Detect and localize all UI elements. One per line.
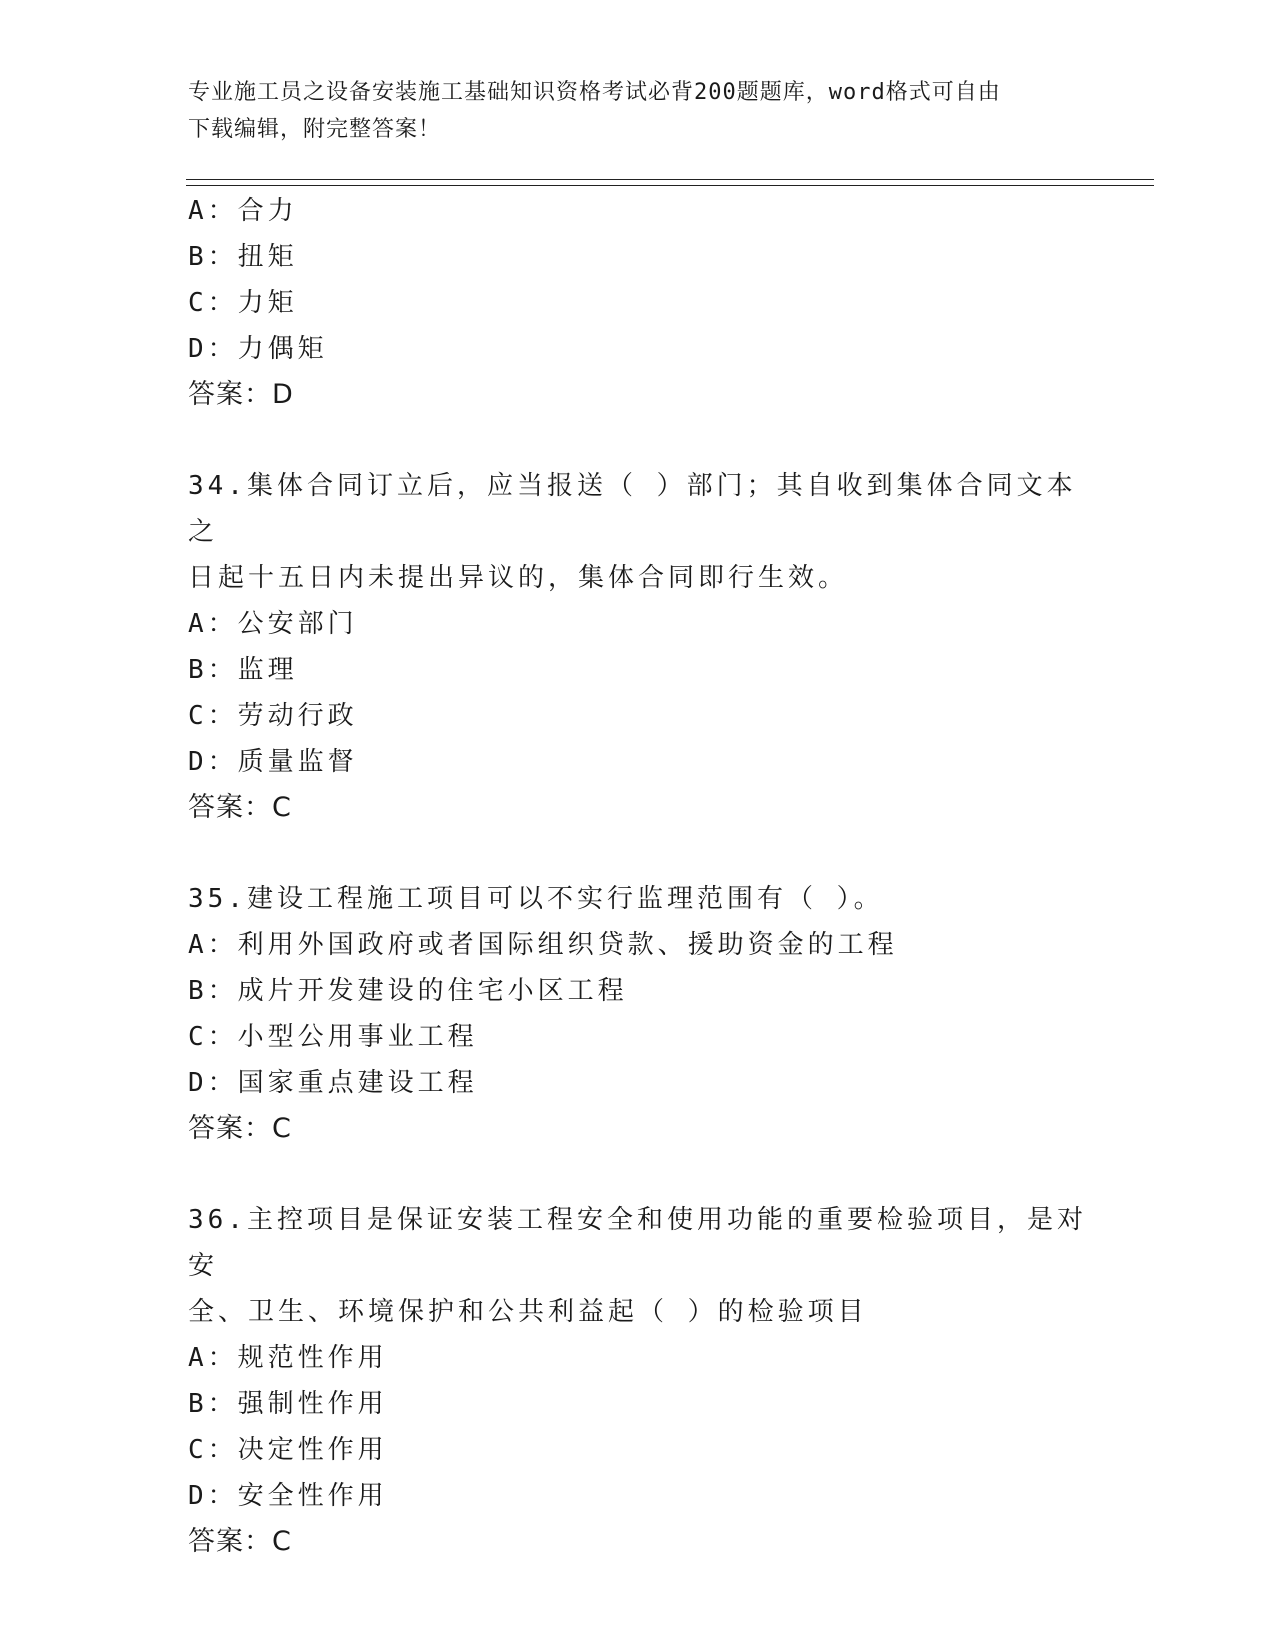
question-list [188, 188, 1108, 1565]
option-a: A：合力 [188, 196, 298, 226]
option-b: B：监理 [188, 655, 298, 685]
option-c: C：力矩 [188, 288, 298, 318]
option-d: D：国家重点建设工程 [188, 1068, 478, 1098]
option-b: B：成片开发建设的住宅小区工程 [188, 976, 628, 1006]
answer-line: 答案：C [188, 1526, 292, 1557]
option-d: D：安全性作用 [188, 1481, 388, 1511]
question-text-continued: 全、卫生、环境保护和公共利益起（ ）的检验项目 [188, 1297, 868, 1327]
option-c: C：决定性作用 [188, 1435, 388, 1465]
question-text: 36.主控项目是保证安装工程安全和使用功能的重要检验项目，是对安 [188, 1205, 1087, 1281]
header-line-2: 下载编辑，附完整答案！ [188, 117, 442, 142]
option-a: A：规范性作用 [188, 1343, 388, 1373]
answer-line: 答案：C [188, 1113, 292, 1144]
header-line-1: 专业施工员之设备安装施工基础知识资格考试必背200题题库，word格式可自由 [188, 80, 1001, 105]
question-34 [188, 463, 1108, 831]
option-c: C：小型公用事业工程 [188, 1022, 478, 1052]
option-c: C：劳动行政 [188, 701, 358, 731]
document-header [188, 74, 1088, 148]
question-text-continued: 日起十五日内未提出异议的，集体合同即行生效。 [188, 563, 849, 593]
answer-line: 答案：C [188, 792, 292, 823]
option-b: B：强制性作用 [188, 1389, 388, 1419]
question-36 [188, 1197, 1108, 1565]
option-b: B：扭矩 [188, 242, 298, 272]
header-divider-top [186, 179, 1154, 180]
option-d: D：质量监督 [188, 747, 358, 777]
header-divider-bottom [186, 185, 1154, 186]
question-35 [188, 876, 1108, 1152]
option-a: A：公安部门 [188, 609, 358, 639]
question-text: 35.建设工程施工项目可以不实行监理范围有（ ）。 [188, 884, 884, 914]
answer-line: 答案：D [188, 379, 294, 410]
option-d: D：力偶矩 [188, 334, 328, 364]
option-a: A：利用外国政府或者国际组织贷款、援助资金的工程 [188, 930, 898, 960]
question-text: 34.集体合同订立后，应当报送（ ）部门；其自收到集体合同文本之 [188, 471, 1077, 547]
question-33-continued [188, 188, 1108, 418]
